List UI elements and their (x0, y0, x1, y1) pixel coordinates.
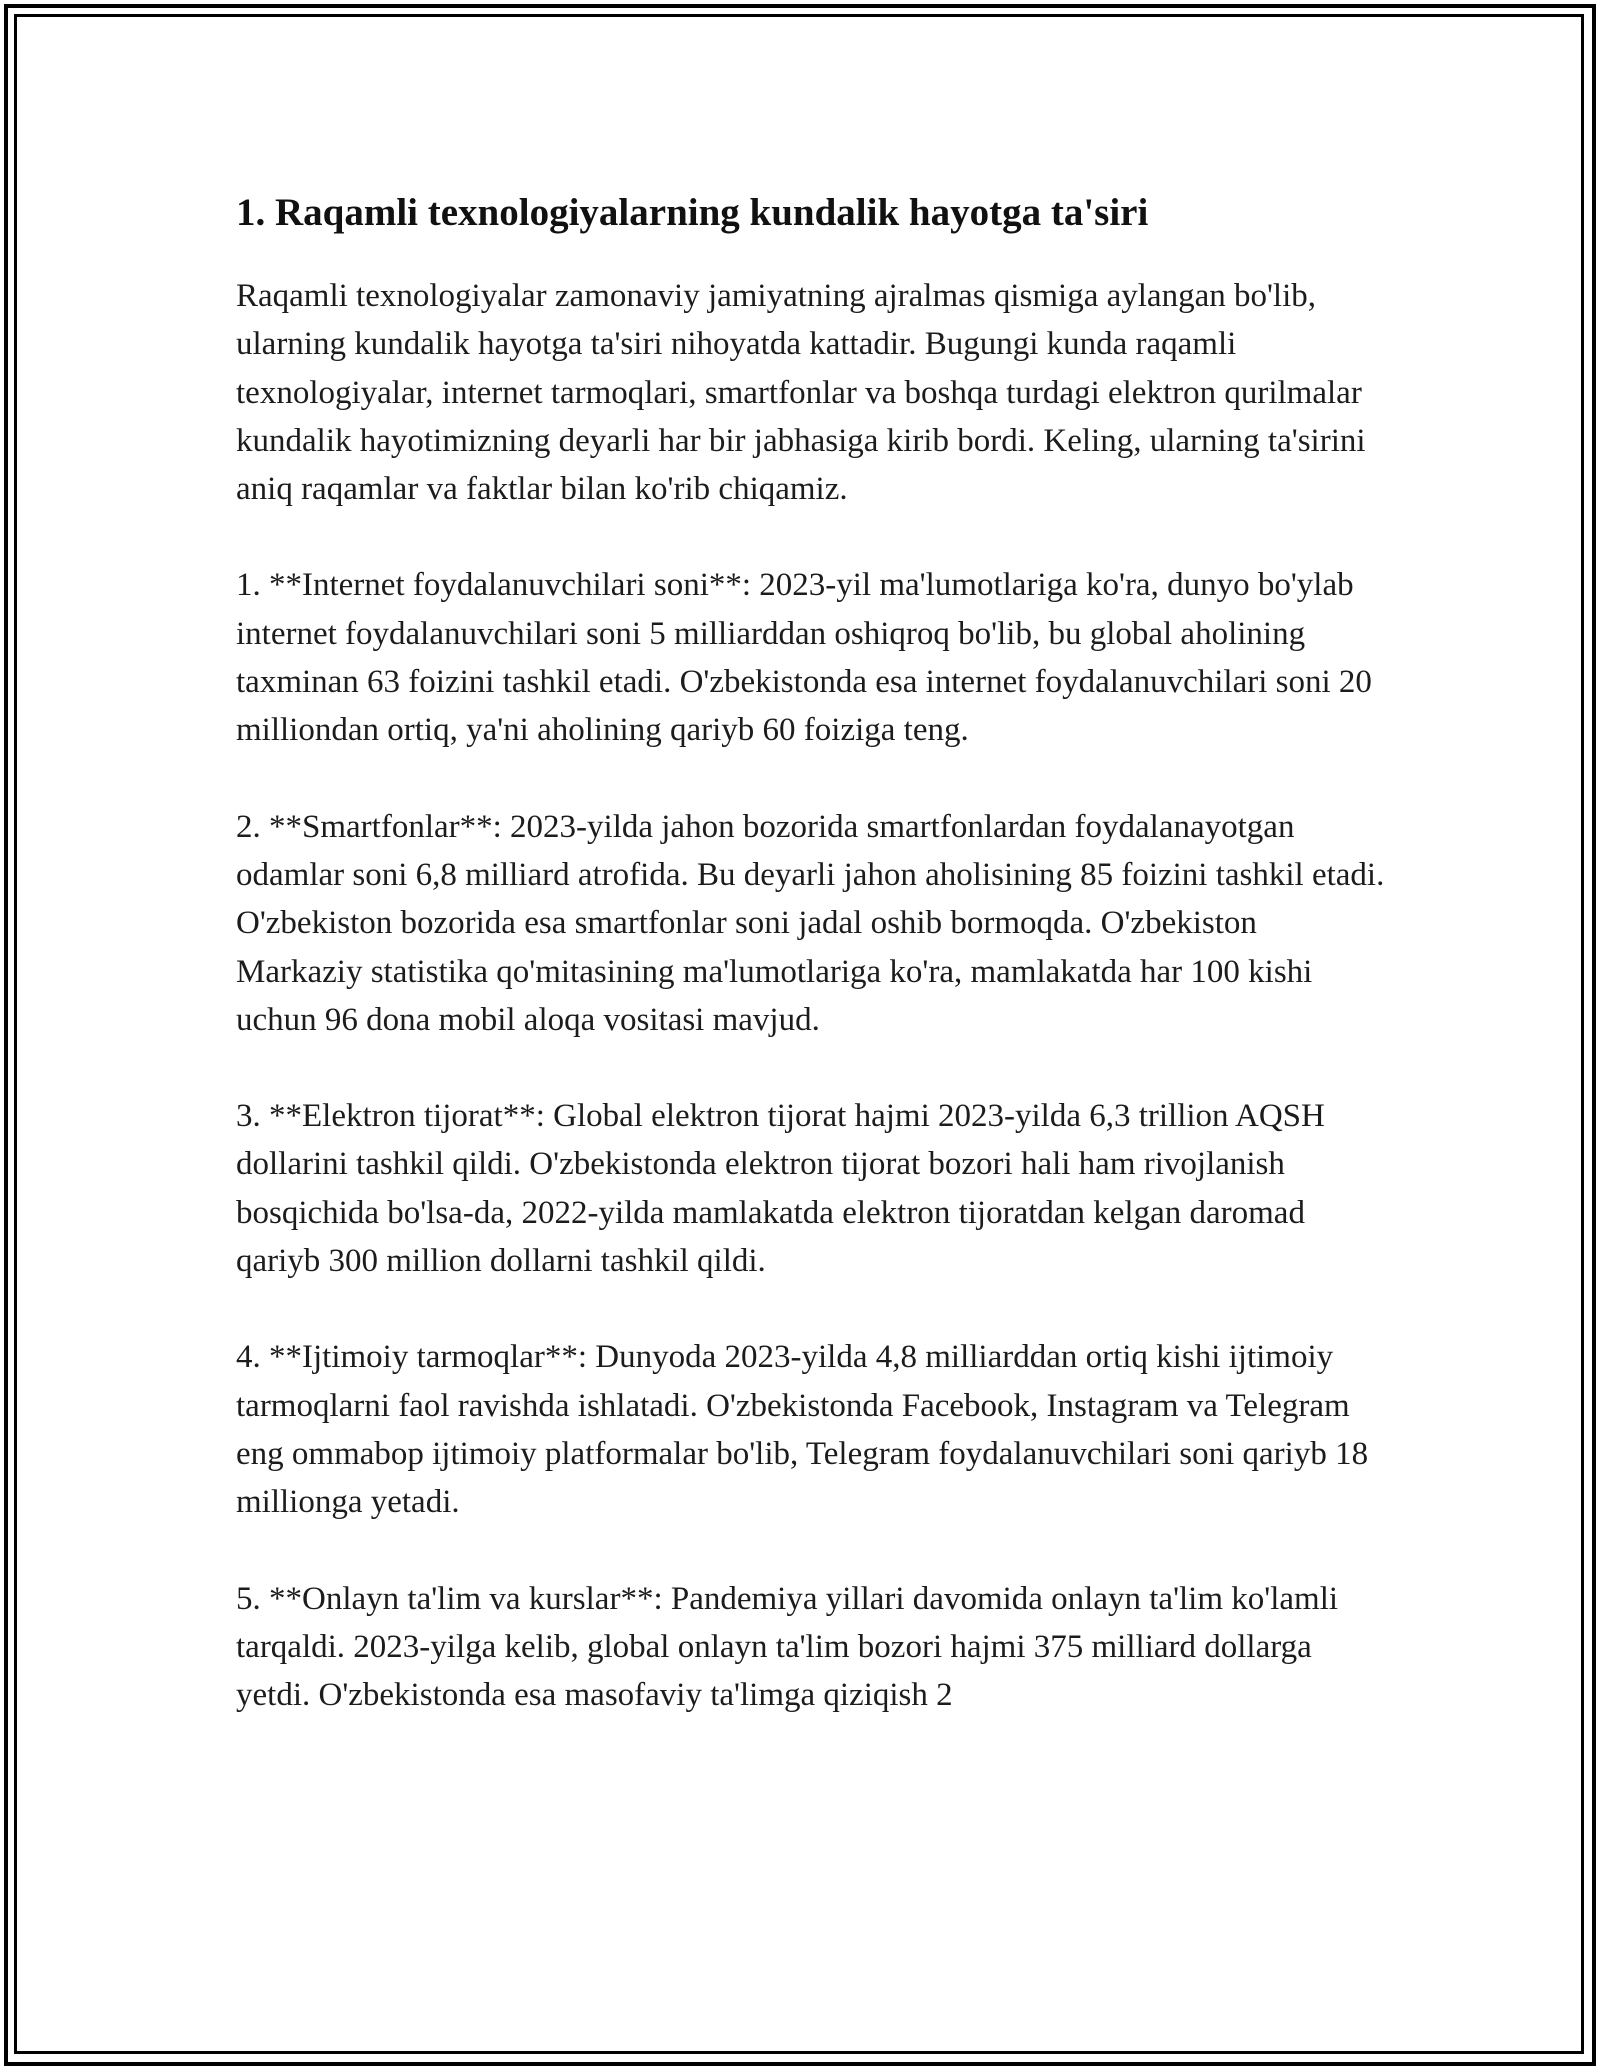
section-title: 1. Raqamli texnologiyalarning kundalik hayotga ta'siri (236, 191, 1149, 234)
document-body (236, 188, 1386, 1767)
paragraph-social-networks: 4. **Ijtimoiy tarmoqlar**: Dunyoda 2023-yilda 4,8 milliarddan ortiq kishi ijtimoiy tarmoqlarni faol ravishda ishlatadi. O'zbekistonda Facebook, Instagram va Telegram eng ommabop ijtimoiy platformalar bo'lib, Telegram foydalanuvchilari soni qariyb 18 millionga yetadi. (236, 1339, 1369, 1521)
paragraph-internet-users: 1. **Internet foydalanuvchilari soni**: 2023-yil ma'lumotlariga ko'ra, dunyo bo'ylab internet foydalanuvchilari soni 5 milliarddan oshiqroq bo'lib, bu global aholining taxminan 63 foizini tashkil etadi. O'zbekistonda esa internet foydalanuvchilari soni 20 milliondan ortiq, ya'ni aholining qariyb 60 foiziga teng. (236, 567, 1372, 749)
paragraph-smartphones: 2. **Smartfonlar**: 2023-yilda jahon bozorida smartfonlardan foydalanayotgan odamlar soni 6,8 milliard atrofida. Bu deyarli jahon aholisining 85 foizini tashkil etadi. O'zbekiston bozorida esa smartfonlar soni jadal oshib bormoqda. O'zbekiston Markaziy statistika qo'mitasining ma'lumotlariga ko'ra, mamlakatda har 100 kishi uchun 96 dona mobil aloqa vositasi mavjud. (236, 808, 1385, 1038)
paragraph-online-education: 5. **Onlayn ta'lim va kurslar**: Pandemiya yillari davomida onlayn ta'lim ko'lamli tarqaldi. 2023-yilga kelib, global onlayn ta'lim bozori hajmi 375 milliard dollarga yetdi. O'zbekistonda esa masofaviy ta'limga qiziqish 2 (236, 1580, 1339, 1714)
intro-paragraph: Raqamli texnologiyalar zamonaviy jamiyatning ajralmas qismiga aylangan bo'lib, ularning kundalik hayotga ta'siri nihoyatda kattadir. Bugungi kunda raqamli texnologiyalar, internet tarmoqlari, smartfonlar va boshqa turdagi elektron qurilmalar kundalik hayotimizning deyarli har bir jabhasiga kirib bordi. Keling, ularning ta'sirini aniq raqamlar va faktlar bilan ko'rib chiqamiz. (236, 278, 1366, 508)
paragraph-ecommerce: 3. **Elektron tijorat**: Global elektron tijorat hajmi 2023-yilda 6,3 trillion AQSH dollarini tashkil qildi. O'zbekistonda elektron tijorat bozori hali ham rivojlanish bosqichida bo'lsa-da, 2022-yilda mamlakatda elektron tijoratdan kelgan daromad qariyb 300 million dollarni tashkil qildi. (236, 1098, 1325, 1280)
